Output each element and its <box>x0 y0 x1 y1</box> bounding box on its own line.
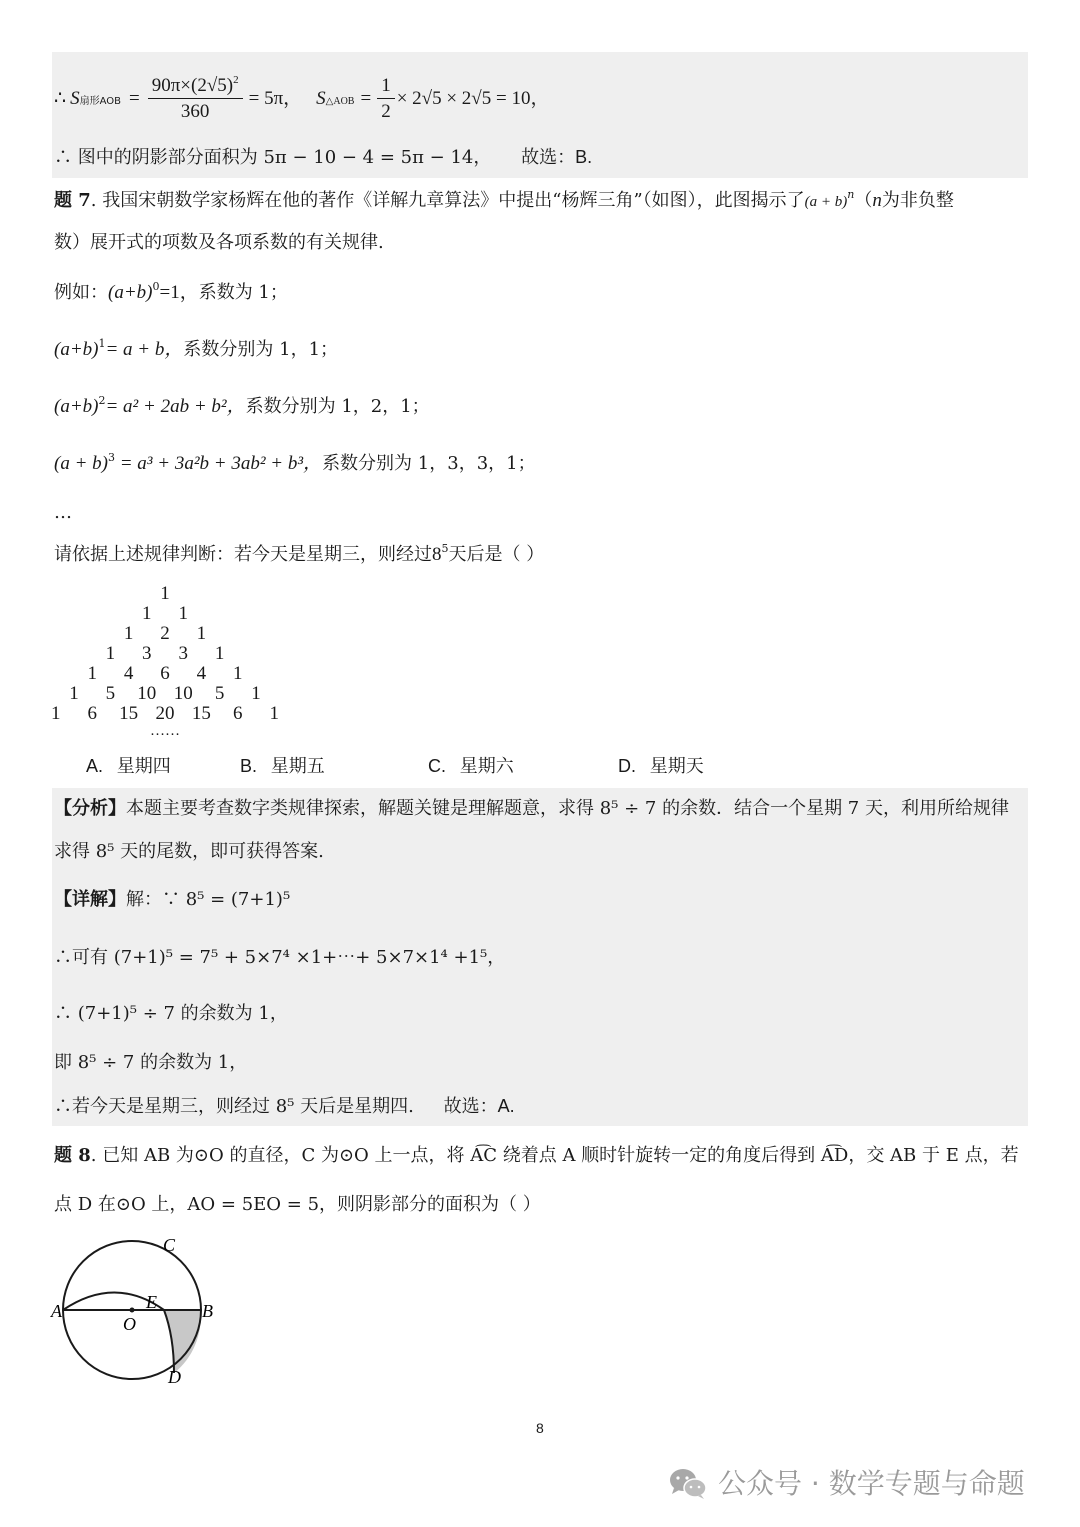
problem7-question: 请依据上述规律判断：若今天是星期三，则经过$8^5$天后是（ ） <box>54 542 545 565</box>
label-a: A <box>51 1301 62 1321</box>
triangle-number: 1 <box>178 603 188 624</box>
problem7-statement-line2: 数）展开式的项数及各项系数的有关规律. <box>54 232 384 253</box>
example-ellipsis: … <box>54 502 72 523</box>
triangle-number: 5 <box>214 683 225 704</box>
triangle-number: 1 <box>51 703 61 724</box>
example-power-0: 例如：$(a+b)^0=1$，系数为 1； <box>54 280 288 303</box>
triangle-number: 6 <box>160 663 170 684</box>
triangle-number: 1 <box>69 683 79 704</box>
shaded-region <box>164 1310 201 1373</box>
center-point <box>130 1308 135 1313</box>
triangle-number: 2 <box>160 623 170 644</box>
page-number: 8 <box>536 1420 544 1436</box>
problem8-label: 题 8 <box>54 1145 91 1166</box>
triangle-number: 1 <box>251 683 261 704</box>
problem7-statement-line1: 题 7. 我国宋朝数学家杨辉在他的著作《详解九章算法》中提出“杨辉三角”（如图），此图揭示了$(a + b)^n(n$为非负整 <box>54 188 954 211</box>
example-power-1: $(a+b)^1= a + b$，系数分别为 1，1； <box>54 337 339 360</box>
problem8-statement-line2: 点 D 在⊙O 上，AO = 5EO = 5，则阴影部分的面积为（ ） <box>54 1194 541 1215</box>
triangle-number: 1 <box>196 623 207 644</box>
detail-line3: ∴ (7+1)⁵ ÷ 7 的余数为 1， <box>54 1003 288 1024</box>
detail-line5: ∴若今天是星期三，则经过 8⁵ 天后是星期四. 故选：A. <box>54 1096 515 1117</box>
triangle-number: 1 <box>233 663 243 684</box>
label-d: D <box>168 1367 181 1387</box>
triangle-number: 1 <box>123 623 134 644</box>
option-b[interactable]: B. 星期五 <box>240 756 325 777</box>
label-o: O <box>123 1314 136 1334</box>
triangle-number: 4 <box>196 663 207 684</box>
label-e: E <box>146 1292 157 1312</box>
triangle-number: 15 <box>119 703 139 724</box>
triangle-number: 1 <box>160 583 170 604</box>
analysis-tag: 【分析】 <box>54 798 126 819</box>
triangle-number: 6 <box>87 703 97 724</box>
triangle-number: 3 <box>142 643 152 664</box>
triangle-number: 1 <box>142 603 152 624</box>
problem7-label: 题 7 <box>54 190 91 211</box>
triangle-number: 1 <box>87 663 97 684</box>
triangle-number: 10 <box>137 683 157 704</box>
triangle-number: 10 <box>173 683 193 704</box>
sector-area-formula: ∴ S $_{扇形AOB}$ = $\frac{90\pi\times(2√5)^2}{360}$ = 5π， S $_{\triangle AOB}$ = $\frac{1}{2}$ × 2√5 × 2√5 = 10， <box>54 73 550 122</box>
wechat-icon <box>668 1467 708 1501</box>
circle-figure <box>45 1230 235 1390</box>
triangle-number: 6 <box>233 703 243 724</box>
triangle-number: 1 <box>269 703 279 724</box>
analysis-line2: 求得 8⁵ 天的尾数，即可获得答案. <box>54 841 324 862</box>
triangle-number: 3 <box>178 643 188 664</box>
sector-fraction: $\frac{90\pi\times(2√5)^2}{360}$ <box>148 76 243 121</box>
triangle-number: 1 <box>105 643 116 664</box>
detail-line2: ∴可有 (7+1)⁵ = 7⁵ + 5×7⁴ ×1+⋯+ 5×7×1⁴ +1⁵， <box>54 947 506 968</box>
problem8-statement-line1: 题 8. 已知 AB 为⊙O 的直径，C 为⊙O 上一点，将 A͡C 绕着点 A 顺时针旋转一定的角度后得到 A͡D，交 AB 于 E 点，若 <box>54 1145 1019 1166</box>
label-b: B <box>202 1301 213 1321</box>
triangle-ellipsis: …… <box>150 723 180 739</box>
shaded-area-result: ∴ 图中的阴影部分面积为 5π − 10 − 4 = 5π − 14， 故选：B. <box>54 147 593 168</box>
option-a[interactable]: A. 星期四 <box>86 756 171 777</box>
triangle-number: 1 <box>214 643 225 664</box>
option-c[interactable]: C. 星期六 <box>428 756 514 777</box>
example-power-3: $(a + b)^3 = a^3 + 3a^2b + 3ab^2 + b^3$，系数分别为 1，3，3，1； <box>54 451 536 474</box>
label-c: C <box>163 1235 176 1255</box>
triangle-number: 15 <box>191 703 211 724</box>
triangle-fraction: $\frac{1}{2}$ <box>377 76 395 121</box>
triangle-number: 20 <box>155 703 175 724</box>
analysis-line1: 【分析】本题主要考查数字类规律探索，解题关键是理解题意，求得 8⁵ ÷ 7 的余数．结合一个星期 7 天，利用所给规律 <box>54 798 1009 819</box>
detail-tag: 【详解】 <box>54 889 126 910</box>
detail-line4: 即 8⁵ ÷ 7 的余数为 1， <box>54 1052 248 1073</box>
option-d[interactable]: D. 星期天 <box>618 756 704 777</box>
triangle-number: 5 <box>105 683 116 704</box>
example-power-2: $(a+b)^2= a^2 + 2ab + b^2$，系数分别为 1，2，1； <box>54 394 430 417</box>
watermark: 公众号 · 数学专题与命题 <box>668 1467 1025 1501</box>
triangle-number: 4 <box>123 663 134 684</box>
detail-line1: 【详解】解：∵ 8⁵ = (7+1)⁵ <box>54 889 291 910</box>
